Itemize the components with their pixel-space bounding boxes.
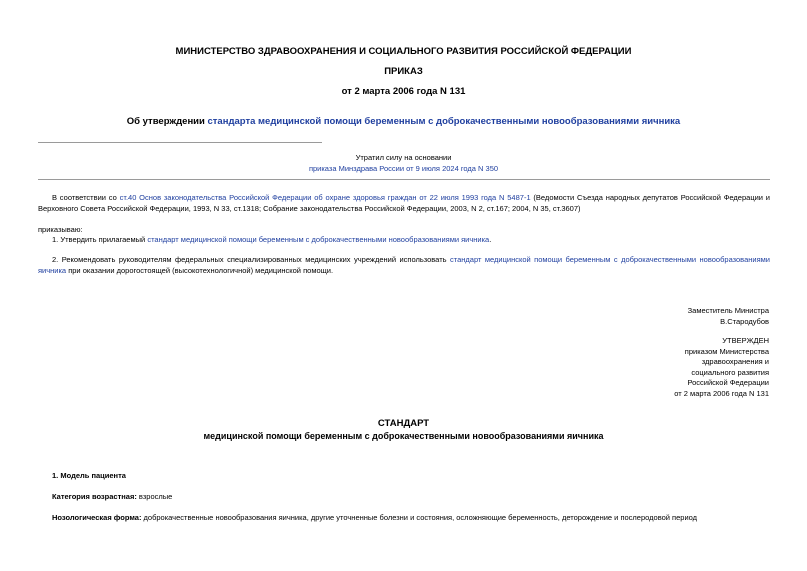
approved-line: здравоохранения и: [701, 357, 769, 367]
preamble-law-link[interactable]: ст.40 Основ законодательства Российской Федерации об охране здоровья граждан от 22 июля 1993 года N 5487-1: [119, 193, 531, 202]
item-1-link[interactable]: стандарт медицинской помощи беременным с доброкачественными новообразованиями яичника: [147, 235, 490, 244]
item-1-suffix: .: [489, 235, 492, 244]
signature-position: Заместитель Министра: [687, 306, 769, 315]
doc-date-number: от 2 марта 2006 года N 131: [341, 86, 466, 97]
nosology-form: [52, 512, 772, 523]
approved-line: Российской Федерации: [687, 378, 769, 388]
signature-block: [688, 306, 769, 327]
standard-title: СТАНДАРТ: [377, 418, 430, 429]
age-category: [52, 491, 752, 502]
nosology-value: доброкачественные новообразования яичника, другие уточненные болезни и состояния, осложняющие беременность, деторождение и послеродовой период: [141, 513, 698, 522]
doc-title: [0, 116, 807, 127]
preamble-paragraph: [38, 192, 770, 214]
status-line: Утратил силу на основании: [355, 153, 452, 162]
approved-line: от 2 марта 2006 года N 131: [674, 388, 769, 398]
signature-name: В.Стародубов: [720, 316, 769, 326]
age-label: Категория возрастная:: [52, 492, 137, 501]
approved-block: [674, 336, 769, 400]
preamble-prefix: В соответствии со: [52, 193, 120, 202]
preamble-suffix: (Ведомости Съезда народных депутатов Российской Федерации и Верховного Совета Российской Федерации, 1993, N 33, ст.1318; Собрание законодательства Российской Федерации, 2003, N 2, ст.167; 2004, N 35, ст.3607): [38, 193, 770, 213]
approved-line: социального развития: [691, 367, 769, 377]
order-word: приказываю:: [38, 225, 83, 234]
doc-title-prefix: Об утверждении: [126, 116, 208, 127]
standard-subtitle: медицинской помощи беременным с доброкачественными новообразованиями яичника: [203, 431, 604, 441]
item-2-prefix: 2. Рекомендовать руководителям федеральных специализированных медицинских учреждений использовать: [52, 255, 450, 264]
item-2-link[interactable]: стандарт медицинской помощи беременным с доброкачественными новообразованиями яичника: [38, 255, 770, 275]
approved-line: приказом Министерства: [684, 346, 769, 356]
separator-bottom: [38, 179, 770, 180]
age-value: взрослые: [136, 492, 173, 501]
approved-line: УТВЕРЖДЕН: [722, 336, 769, 345]
model-heading: 1. Модель пациента: [52, 471, 126, 480]
item-1: [38, 234, 770, 245]
doc-type-heading: ПРИКАЗ: [384, 66, 423, 77]
status-link[interactable]: приказа Минздрава России от 9 июля 2024 года N 350: [308, 164, 499, 173]
ministry-heading: МИНИСТЕРСТВО ЗДРАВООХРАНЕНИЯ И СОЦИАЛЬНОГО РАЗВИТИЯ РОССИЙСКОЙ ФЕДЕРАЦИИ: [175, 46, 632, 57]
item-1-prefix: 1. Утвердить прилагаемый: [52, 235, 148, 244]
doc-title-link[interactable]: стандарта медицинской помощи беременным с доброкачественными новообразованиями яичника: [207, 116, 681, 127]
item-2-suffix: при оказании дорогостоящей (высокотехнологичной) медицинской помощи.: [66, 266, 334, 275]
item-2: [38, 254, 770, 276]
separator-top: [38, 142, 322, 143]
nosology-label: Нозологическая форма:: [52, 513, 142, 522]
